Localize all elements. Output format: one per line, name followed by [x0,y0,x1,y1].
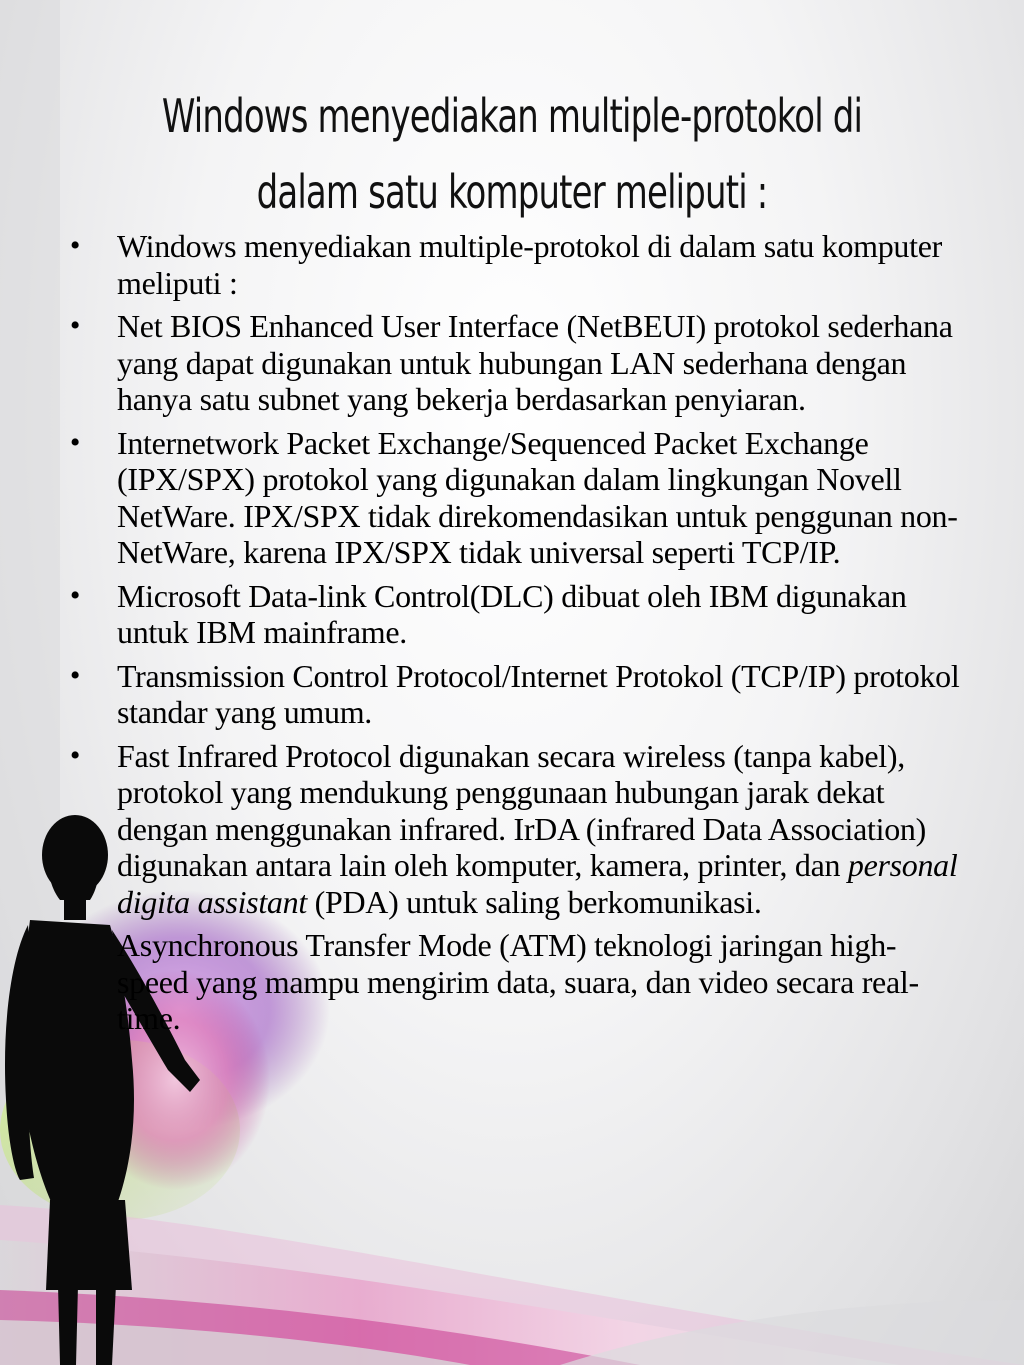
bullet-item [60,738,965,921]
slide-title [141,78,882,230]
bullet-text-italic: personal digita assistant [117,847,958,920]
bullet-item [60,658,965,731]
bullet-dot: • [69,578,81,612]
bullet-text [117,738,957,920]
bullet-text: Transmission Control Protocol/Internet Protokol (TCP/IP) protokol standar yang umum. [117,657,960,730]
slide-title-line-1: Windows menyediakan multiple-protokol di [161,89,863,143]
bullet-list [60,228,965,1044]
bullet-text: Internetwork Packet Exchange/Sequenced Packet Exchange (IPX/SPX) protokol yang digunakan dalam lingkungan Novell NetWare. IPX/SPX tidak direkomendasikan untuk penggunan non-NetWare, karena IPX/SPX tidak universal seperti TCP/IP. [117,424,958,570]
bullet-dot: • [69,738,81,772]
bullet-dot: • [69,425,81,459]
bullet-text-part: (PDA) untuk saling berkomunikasi. [306,883,762,920]
bullet-text: Asynchronous Transfer Mode (ATM) teknologi jaringan high-speed yang mampu mengirim data, suara, dan video secara real-time. [117,927,919,1036]
bullet-text: Microsoft Data-link Control(DLC) dibuat oleh IBM digunakan untuk IBM mainframe. [117,577,907,650]
bullet-text-part: Fast Infrared Protocol digunakan secara wireless (tanpa kabel), protokol yang mendukung penggunaan hubungan jarak dekat dengan menggunakan infrared. IrDA (infrared Data Association) digunakan antara lain oleh komputer, kamera, printer, dan [117,737,926,883]
bullet-dot: • [69,229,81,262]
bullet-item [60,425,965,571]
bullet-dot: • [69,309,81,342]
bullet-dot: • [69,658,81,692]
bullet-item [60,578,965,651]
bullet-item [60,228,965,301]
bullet-text: Windows menyediakan multiple-protokol di dalam satu komputer meliputi : [117,228,942,301]
bullet-text: Net BIOS Enhanced User Interface (NetBEUI) protokol sederhana yang dapat digunakan untuk hubungan LAN sederhana dengan hanya satu subnet yang bekerja berdasarkan penyiaran. [117,308,953,417]
slide-title-line-2: dalam satu komputer meliputi : [256,165,768,219]
bullet-item [60,927,965,1037]
bullet-item [60,308,965,418]
